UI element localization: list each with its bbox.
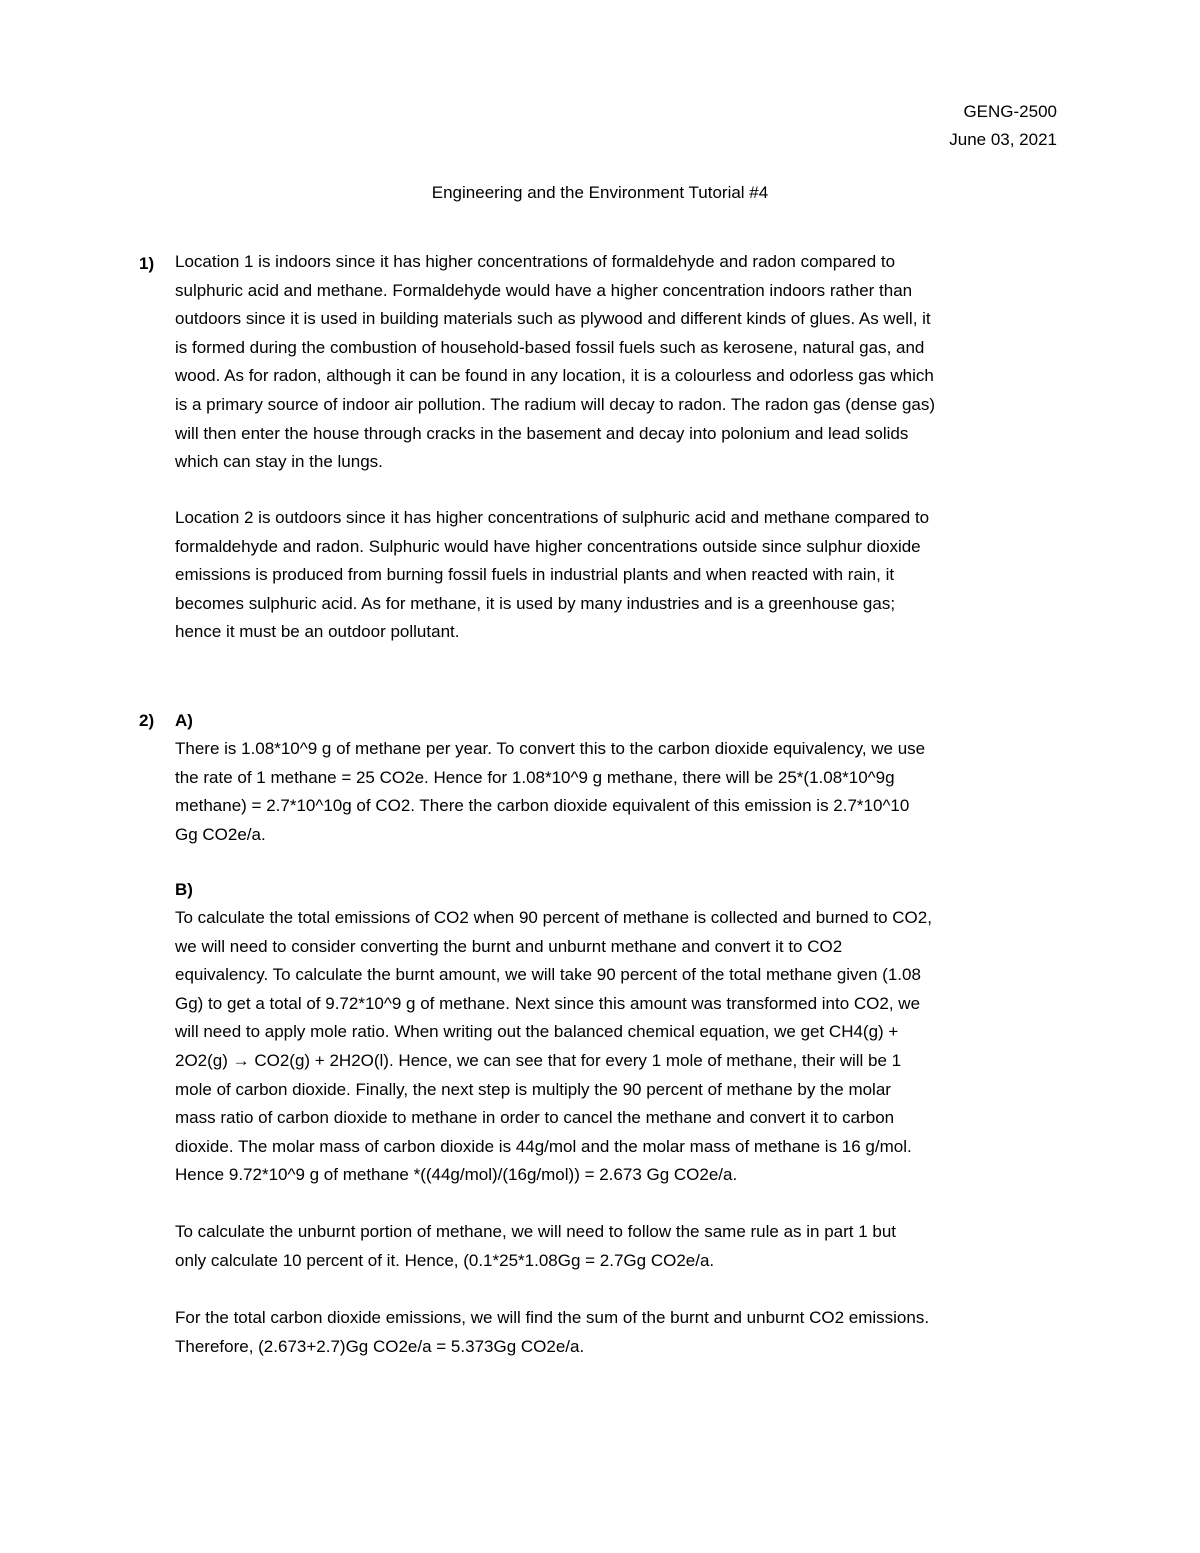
text-line: is formed during the combustion of household-based fossil fuels such as kerosene, natural gas, and xyxy=(175,337,925,357)
text-line: methane) = 2.7*10^10g of CO2. There the carbon dioxide equivalent of this emission is 2.7*10^10 xyxy=(175,796,910,816)
text-line: Hence 9.72*10^9 g of methane *((44g/mol)/(16g/mol)) = 2.673 Gg CO2e/a. xyxy=(175,1165,738,1185)
question-1-number: 1) xyxy=(139,254,155,273)
text-line: only calculate 10 percent of it. Hence, (0.1*25*1.08Gg = 2.7Gg CO2e/a. xyxy=(175,1250,715,1270)
text-line: is a primary source of indoor air pollution. The radium will decay to radon. The radon gas (dense gas) xyxy=(175,394,936,414)
total-paragraph xyxy=(175,1304,1075,1361)
text-line: For the total carbon dioxide emissions, we will find the sum of the burnt and unburnt CO2 emissions. xyxy=(175,1308,930,1327)
text-line: which can stay in the lungs. xyxy=(175,452,383,472)
course-code: GENG-2500 xyxy=(963,102,1057,121)
text-line: hence it must be an outdoor pollutant. xyxy=(175,622,460,642)
text-line: becomes sulphuric acid. As for methane, it is used by many industries and is a greenhouse gas; xyxy=(175,593,896,613)
text-line: formaldehyde and radon. Sulphuric would have higher concentrations outside since sulphur dioxide xyxy=(175,536,921,556)
text-line: To calculate the total emissions of CO2 when 90 percent of methane is collected and burned to CO2, xyxy=(175,908,932,927)
part-a-text xyxy=(175,735,1075,849)
text-line: outdoors since it is used in building materials such as plywood and different kinds of glues. As well, it xyxy=(175,309,931,329)
part-a-label: A) xyxy=(175,711,193,730)
text-line: equivalency. To calculate the burnt amount, we will take 90 percent of the total methane given (1.08 xyxy=(175,965,921,985)
text-line: will need to apply mole ratio. When writing out the balanced chemical equation, we get CH4(g) + xyxy=(175,1022,899,1042)
question-2-number: 2) xyxy=(139,711,155,730)
text-line: will then enter the house through cracks in the basement and decay into polonium and lead solids xyxy=(175,423,909,443)
text-line: emissions is produced from burning fossil fuels in industrial plants and when reacted with rain, it xyxy=(175,565,895,585)
question-1-paragraph-1 xyxy=(175,248,1075,477)
text-line: 2O2(g) → CO2(g) + 2H2O(l). Hence, we can see that for every 1 mole of methane, their will be 1 xyxy=(175,1050,902,1070)
unburnt-paragraph xyxy=(175,1218,1075,1275)
text-line: Therefore, (2.673+2.7)Gg CO2e/a = 5.373Gg CO2e/a. xyxy=(175,1336,585,1356)
document-date: June 03, 2021 xyxy=(949,130,1057,149)
text-line: the rate of 1 methane = 25 CO2e. Hence for 1.08*10^9 g methane, there will be 25*(1.08*10^9g xyxy=(175,767,895,787)
text-line: Gg) to get a total of 9.72*10^9 g of methane. Next since this amount was transformed into CO2, we xyxy=(175,993,921,1013)
text-line: wood. As for radon, although it can be found in any location, it is a colourless and odorless gas which xyxy=(175,366,934,386)
text-line: There is 1.08*10^9 g of methane per year. To convert this to the carbon dioxide equivalency, we use xyxy=(175,739,926,758)
text-line: Gg CO2e/a. xyxy=(175,824,266,844)
text-line: To calculate the unburnt portion of methane, we will need to follow the same rule as in part 1 but xyxy=(175,1222,897,1241)
part-b-text xyxy=(175,904,1075,1190)
text-line: mass ratio of carbon dioxide to methane in order to cancel the methane and convert it to carbon xyxy=(175,1108,895,1128)
text-line: Location 2 is outdoors since it has higher concentrations of sulphuric acid and methane compared to xyxy=(175,508,930,527)
text-line: Location 1 is indoors since it has higher concentrations of formaldehyde and radon compared to xyxy=(175,252,896,271)
part-b-label: B) xyxy=(175,880,193,899)
question-1-paragraph-2 xyxy=(175,504,1075,647)
text-line: we will need to consider converting the burnt and unburnt methane and convert it to CO2 xyxy=(175,936,843,956)
document-title: Engineering and the Environment Tutorial #4 xyxy=(431,183,769,202)
text-line: dioxide. The molar mass of carbon dioxide is 44g/mol and the molar mass of methane is 16 g/mol. xyxy=(175,1136,912,1156)
text-line: mole of carbon dioxide. Finally, the next step is multiply the 90 percent of methane by the molar xyxy=(175,1079,891,1099)
text-line: sulphuric acid and methane. Formaldehyde would have a higher concentration indoors rather than xyxy=(175,280,913,300)
